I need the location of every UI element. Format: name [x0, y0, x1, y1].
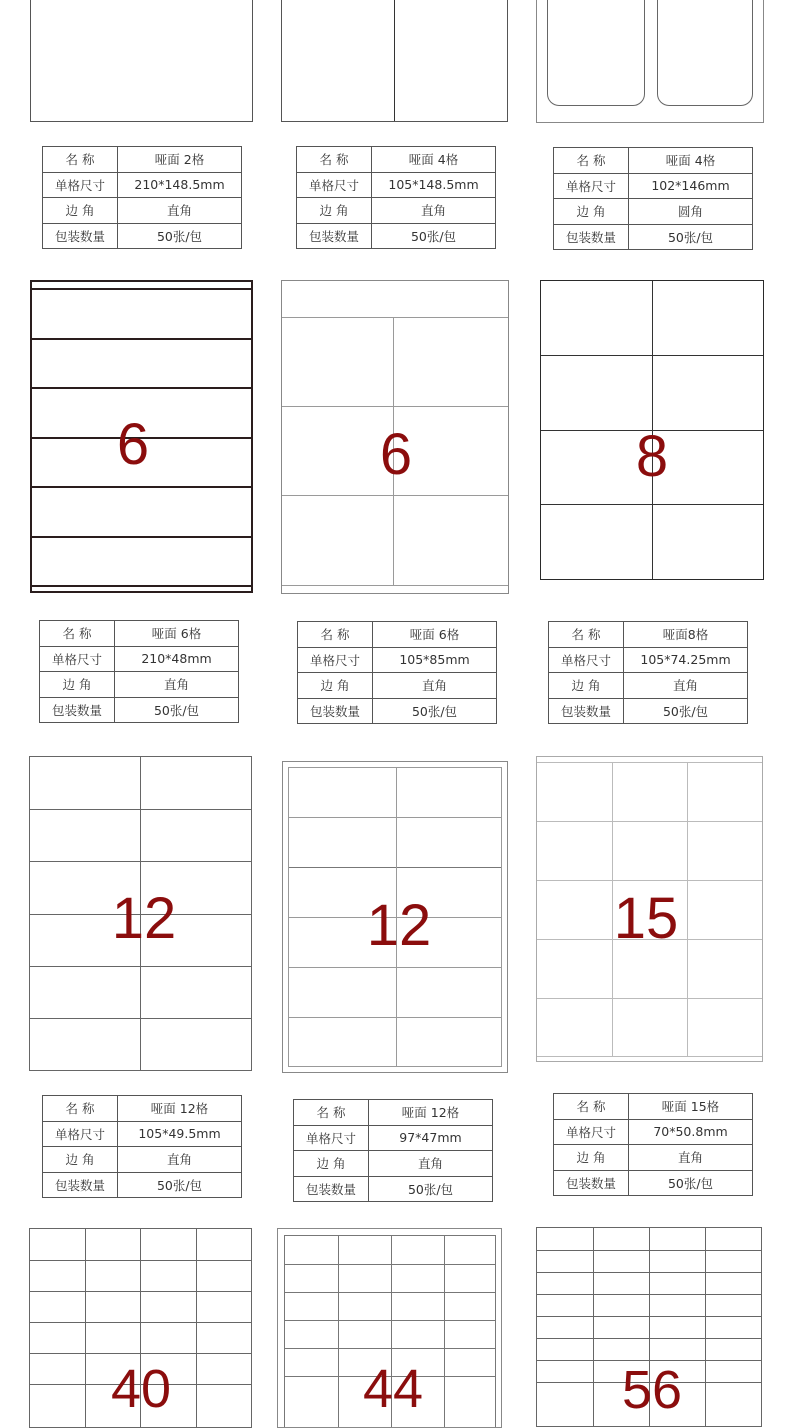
pack-label: 包装数量 [549, 698, 624, 724]
label-sheet-40-grid [29, 1228, 252, 1428]
name-label: 名 称 [298, 622, 373, 648]
corner-label: 边 角 [43, 198, 118, 224]
spec-table [39, 620, 239, 723]
grid-count-label: 15 [613, 886, 679, 951]
pack-value: 50张/包 [369, 1176, 493, 1202]
name-value: 哑面8格 [624, 622, 748, 648]
pack-label: 包装数量 [554, 1170, 629, 1196]
label-sheet-4-grid-rounded [536, 0, 764, 123]
spec-table [296, 146, 496, 249]
label-sheet-12-grid-margin [282, 761, 508, 1073]
corner-label: 边 角 [554, 199, 629, 225]
pack-label: 包装数量 [298, 698, 373, 724]
name-label: 名 称 [43, 147, 118, 173]
name-label: 名 称 [554, 148, 629, 174]
size-value: 210*148.5mm [118, 172, 242, 198]
corner-value: 直角 [115, 672, 239, 698]
grid-count-label: 8 [635, 424, 669, 489]
spec-table [297, 621, 497, 724]
corner-label: 边 角 [294, 1151, 369, 1177]
size-label: 单格尺寸 [40, 646, 115, 672]
name-value: 哑面 12格 [118, 1096, 242, 1122]
name-label: 名 称 [294, 1100, 369, 1126]
corner-value: 直角 [372, 198, 496, 224]
pack-value: 50张/包 [118, 1172, 242, 1198]
size-value: 105*85mm [373, 647, 497, 673]
pack-value: 50张/包 [624, 698, 748, 724]
name-label: 名 称 [40, 621, 115, 647]
grid-count-label: 12 [111, 886, 177, 951]
name-value: 哑面 4格 [629, 148, 753, 174]
label-sheet-8-grid [540, 280, 764, 580]
name-label: 名 称 [297, 147, 372, 173]
size-value: 105*49.5mm [118, 1121, 242, 1147]
name-label: 名 称 [554, 1094, 629, 1120]
pack-label: 包装数量 [43, 223, 118, 249]
corner-label: 边 角 [40, 672, 115, 698]
name-value: 哑面 12格 [369, 1100, 493, 1126]
spec-table [42, 146, 242, 249]
size-label: 单格尺寸 [554, 173, 629, 199]
grid-count-label: 56 [621, 1360, 683, 1420]
pack-label: 包装数量 [40, 697, 115, 723]
size-label: 单格尺寸 [43, 172, 118, 198]
pack-label: 包装数量 [554, 224, 629, 250]
pack-value: 50张/包 [373, 698, 497, 724]
corner-value: 圆角 [629, 199, 753, 225]
grid-count-label: 6 [379, 422, 413, 487]
spec-table [548, 621, 748, 724]
label-sheet-12-grid [29, 756, 252, 1071]
label-sheet-6-strip [30, 280, 253, 593]
spec-table [42, 1095, 242, 1198]
corner-value: 直角 [373, 673, 497, 699]
size-value: 97*47mm [369, 1125, 493, 1151]
pack-value: 50张/包 [372, 223, 496, 249]
corner-value: 直角 [118, 1147, 242, 1173]
size-label: 单格尺寸 [298, 647, 373, 673]
name-value: 哑面 6格 [373, 622, 497, 648]
spec-table [553, 1093, 753, 1196]
name-value: 哑面 6格 [115, 621, 239, 647]
label-sheet-2-grid [30, 0, 253, 122]
name-label: 名 称 [549, 622, 624, 648]
grid-count-label: 40 [110, 1359, 172, 1419]
corner-value: 直角 [624, 673, 748, 699]
corner-label: 边 角 [297, 198, 372, 224]
spec-table [553, 147, 753, 250]
size-value: 102*146mm [629, 173, 753, 199]
pack-value: 50张/包 [629, 224, 753, 250]
corner-value: 直角 [118, 198, 242, 224]
spec-table [293, 1099, 493, 1202]
label-sheet-15-grid [536, 756, 763, 1062]
label-sheet-6-grid [281, 280, 509, 594]
name-value: 哑面 15格 [629, 1094, 753, 1120]
grid-count-label: 6 [116, 412, 150, 477]
grid-count-label: 44 [362, 1359, 424, 1419]
corner-label: 边 角 [554, 1145, 629, 1171]
pack-value: 50张/包 [118, 223, 242, 249]
pack-value: 50张/包 [115, 697, 239, 723]
pack-label: 包装数量 [297, 223, 372, 249]
size-value: 210*48mm [115, 646, 239, 672]
size-label: 单格尺寸 [554, 1119, 629, 1145]
corner-label: 边 角 [298, 673, 373, 699]
size-label: 单格尺寸 [43, 1121, 118, 1147]
label-sheet-44-grid [277, 1228, 502, 1428]
size-label: 单格尺寸 [549, 647, 624, 673]
size-value: 70*50.8mm [629, 1119, 753, 1145]
corner-value: 直角 [629, 1145, 753, 1171]
label-sheet-56-grid [536, 1227, 762, 1427]
pack-value: 50张/包 [629, 1170, 753, 1196]
pack-label: 包装数量 [294, 1176, 369, 1202]
size-label: 单格尺寸 [297, 172, 372, 198]
size-label: 单格尺寸 [294, 1125, 369, 1151]
name-value: 哑面 4格 [372, 147, 496, 173]
corner-label: 边 角 [43, 1147, 118, 1173]
name-label: 名 称 [43, 1096, 118, 1122]
grid-count-label: 12 [366, 893, 432, 958]
size-value: 105*148.5mm [372, 172, 496, 198]
pack-label: 包装数量 [43, 1172, 118, 1198]
corner-label: 边 角 [549, 673, 624, 699]
corner-value: 直角 [369, 1151, 493, 1177]
size-value: 105*74.25mm [624, 647, 748, 673]
name-value: 哑面 2格 [118, 147, 242, 173]
label-sheet-4-grid [281, 0, 508, 122]
